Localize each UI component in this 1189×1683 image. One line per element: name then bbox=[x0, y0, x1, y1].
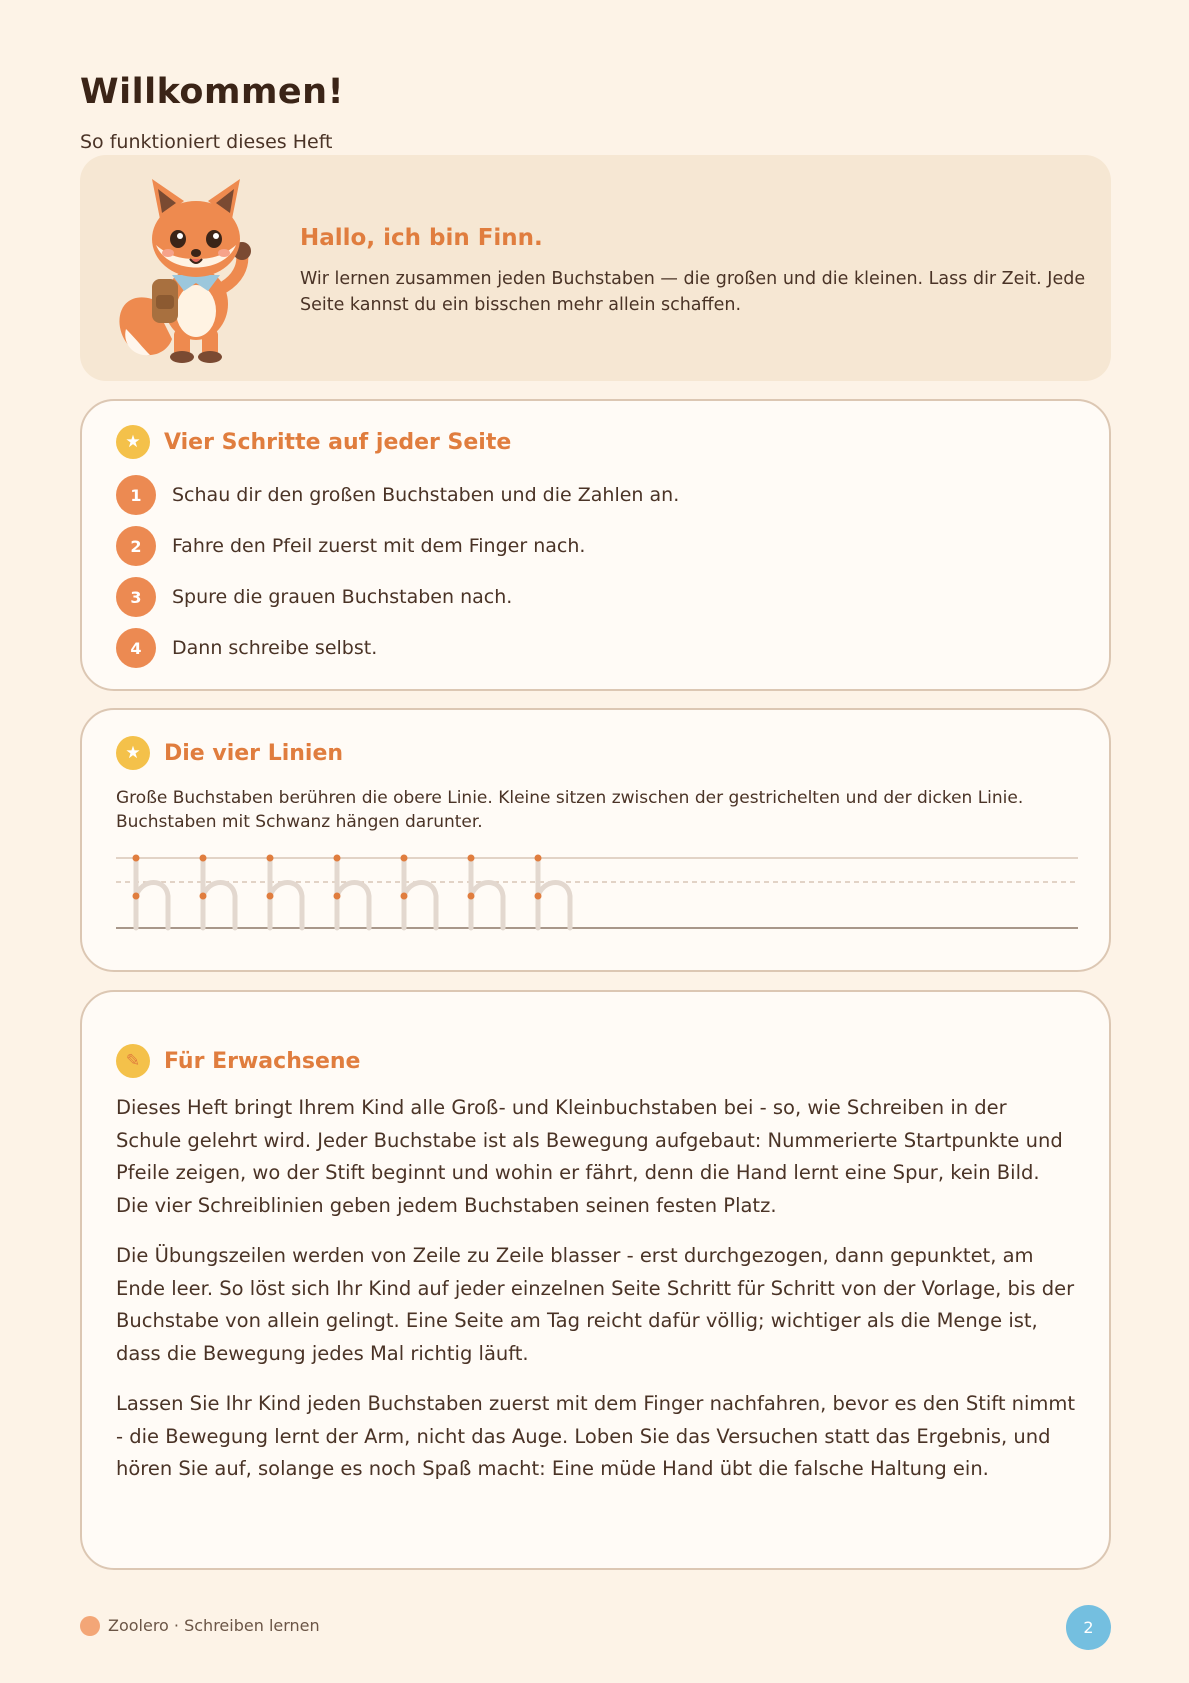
traced-letter-h bbox=[200, 855, 236, 929]
steps-card-title: Vier Schritte auf jeder Seite bbox=[164, 429, 512, 455]
traced-letter-h bbox=[334, 855, 370, 929]
adult-card-header bbox=[116, 1044, 360, 1078]
step-number: 4 bbox=[116, 628, 156, 668]
step-item bbox=[116, 577, 512, 617]
lines-card-header bbox=[116, 736, 343, 770]
footer-brand: Zoolero · Schreiben lernen bbox=[108, 1616, 320, 1635]
star-icon: ★ bbox=[116, 736, 150, 770]
step-item bbox=[116, 628, 377, 668]
lines-card-text: Große Buchstaben berühren die obere Linie. Kleine sitzen zwischen der gestrichelten und der dicken Linie. Buchstaben mit Schwanz hängen darunter. bbox=[116, 788, 1024, 832]
traced-letter-h bbox=[401, 855, 437, 929]
step-text: Fahre den Pfeil zuerst mit dem Finger nach. bbox=[172, 535, 586, 557]
intro-text: Wir lernen zusammen jeden Buchstaben — die großen und die kleinen. Lass dir Zeit. Jede Seite kannst du ein bisschen mehr allein schaffen. bbox=[300, 269, 1086, 315]
steps-card bbox=[80, 399, 1111, 691]
page-subtitle: So funktioniert dieses Heft bbox=[80, 131, 333, 153]
traced-letter-h bbox=[535, 855, 571, 929]
intro-heading: Hallo, ich bin Finn. bbox=[300, 225, 543, 251]
adult-paragraph: Die Übungszeilen werden von Zeile zu Zeile blasser - erst durchgezogen, dann gepunktet, am Ende leer. So löst sich Ihr Kind auf jeder einzelnen Seite Schritt für Schritt von der Vorlage, bis der Buchstabe von allein gelingt. Eine Seite am Tag reicht dafür völlig; wichtiger als die Menge ist, dass die Bewegung jedes Mal richtig läuft. bbox=[116, 1244, 1075, 1365]
adult-paragraph: Dieses Heft bringt Ihrem Kind alle Groß- und Kleinbuchstaben bei - so, wie Schreiben in der Schule gelehrt wird. Jeder Buchstabe ist als Bewegung aufgebaut: Nummerierte Startpunkte und Pfeile zeigen, wo der Stift beginnt und wohin er fährt, denn die Hand lernt eine Spur, kein Bild. Die vier Schreiblinien geben jedem Buchstaben seinen festen Platz. bbox=[116, 1096, 1063, 1217]
step-text: Schau dir den großen Buchstaben und die Zahlen an. bbox=[172, 484, 680, 506]
page-number-badge: 2 bbox=[1066, 1605, 1111, 1650]
pencil-icon: ✎ bbox=[116, 1044, 150, 1078]
traced-letter-h bbox=[468, 855, 504, 929]
step-item bbox=[116, 526, 585, 566]
intro-card bbox=[80, 155, 1111, 381]
adult-card bbox=[80, 990, 1111, 1570]
step-number: 2 bbox=[116, 526, 156, 566]
step-text: Spure die grauen Buchstaben nach. bbox=[172, 586, 513, 608]
step-number: 1 bbox=[116, 475, 156, 515]
fox-mascot-icon bbox=[112, 179, 272, 364]
step-number: 3 bbox=[116, 577, 156, 617]
lines-card bbox=[80, 708, 1111, 972]
star-icon: ★ bbox=[116, 425, 150, 459]
traced-letter-h bbox=[267, 855, 303, 929]
footer-logo-dot bbox=[80, 1616, 100, 1636]
adult-paragraph: Lassen Sie Ihr Kind jeden Buchstaben zuerst mit dem Finger nachfahren, bevor es den Stift nimmt - die Bewegung lernt der Arm, nicht das Auge. Loben Sie das Versuchen statt das Ergebnis, und hören Sie auf, solange es noch Spaß macht: Eine müde Hand übt die falsche Haltung ein. bbox=[116, 1392, 1076, 1480]
step-item bbox=[116, 475, 679, 515]
traced-letter-h bbox=[133, 855, 169, 929]
adult-card-title: Für Erwachsene bbox=[164, 1048, 361, 1074]
step-text: Dann schreibe selbst. bbox=[172, 637, 378, 659]
page-title: Willkommen! bbox=[80, 72, 345, 112]
letter-h-row bbox=[133, 855, 571, 929]
steps-card-header bbox=[116, 425, 511, 459]
lines-card-title: Die vier Linien bbox=[164, 740, 344, 766]
writing-lines-example bbox=[116, 838, 1078, 938]
